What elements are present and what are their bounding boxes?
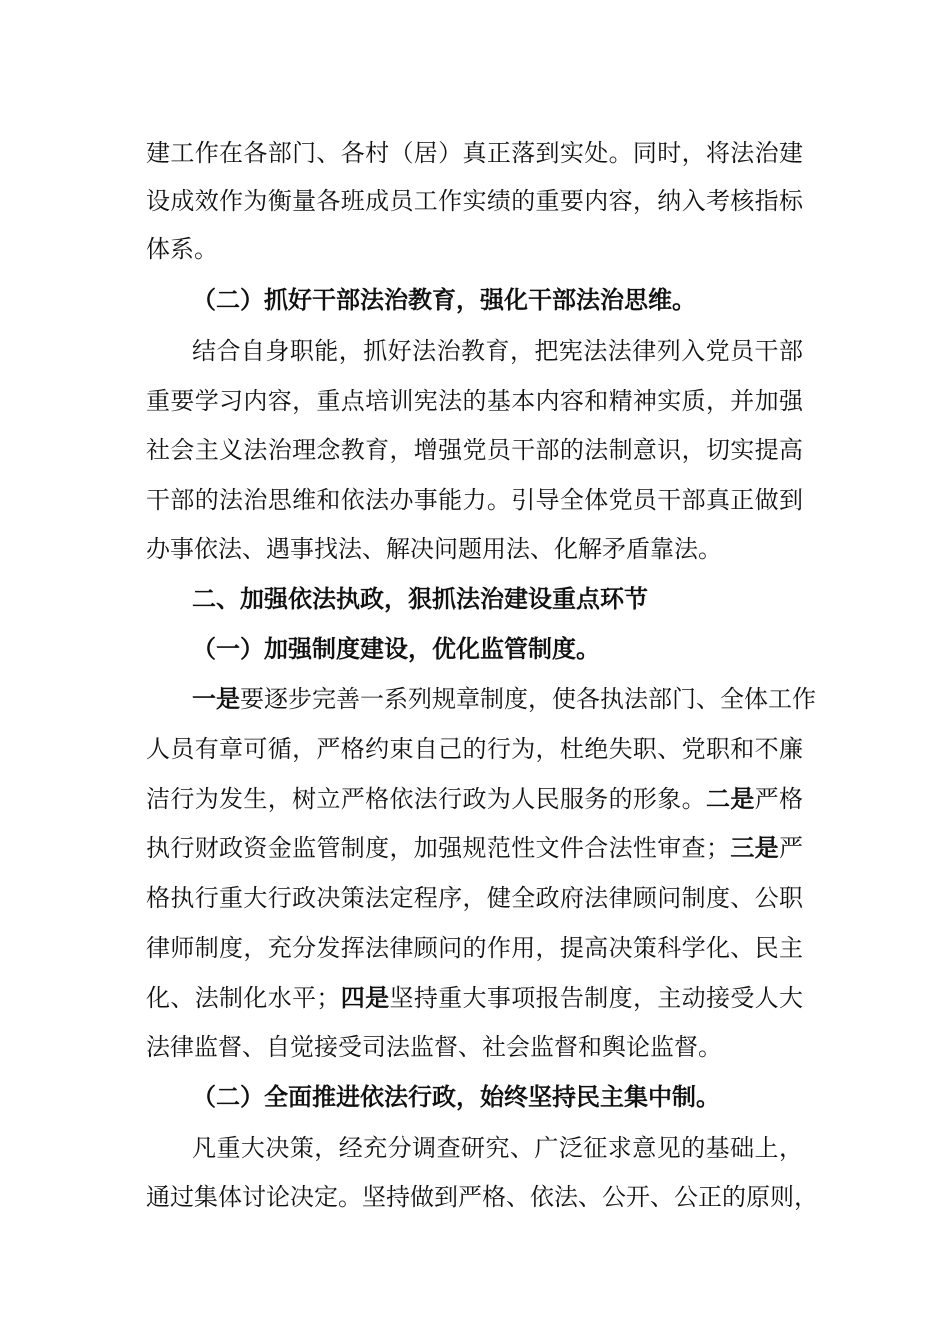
paragraph-line: 结合自身职能，抓好法治教育，把宪法法律列入党员干部 [192,337,803,365]
paragraph-line: 体系。 [146,235,218,263]
paragraph-line: 社会主义法治理念教育，增强党员干部的法制意识，切实提高 [146,436,803,464]
section-heading: （一）加强制度建设，优化监管制度。 [192,635,600,663]
paragraph-line: 一是要逐步完善一系列规章制度，使各执法部门、全体工作 [192,685,816,713]
enumeration-label: 三是 [729,834,780,862]
paragraph-line: 法律监督、自觉接受司法监督、社会监督和舆论监督。 [146,1033,722,1061]
paragraph-line: 人员有章可循，严格约束自己的行为，杜绝失职、党职和不廉 [146,735,803,763]
paragraph-line: 重要学习内容，重点培训宪法的基本内容和精神实质，并加强 [146,387,803,415]
enumeration-label: 二是 [705,785,755,813]
paragraph-line: 通过集体讨论决定。坚持做到严格、依法、公开、公正的原则， [146,1183,818,1211]
paragraph-line: 凡重大决策，经充分调查研究、广泛征求意见的基础上， [192,1134,803,1162]
paragraph-line: 设成效作为衡量各班成员工作实绩的重要内容，纳入考核指标 [146,187,803,215]
paragraph-line: 执行财政资金监管制度，加强规范性文件合法性审查；三是严 [146,834,804,862]
section-heading: （二）全面推进依法行政，始终坚持民主集中制。 [192,1083,720,1111]
paragraph-line: 建工作在各部门、各村（居）真正落到实处。同时，将法治建 [146,139,803,167]
enumeration-label: 四是 [340,984,390,1012]
paragraph-line: 办事依法、遇事找法、解决问题用法、化解矛盾靠法。 [146,535,722,563]
chapter-heading: 二、加强依法执政，狠抓法治建设重点环节 [192,585,648,613]
paragraph-line: 洁行为发生，树立严格依法行政为人民服务的形象。二是严格 [146,785,804,813]
paragraph-line: 律师制度，充分发挥法律顾问的作用，提高决策科学化、民主 [146,934,803,962]
paragraph-line: 化、法制化水平；四是坚持重大事项报告制度，主动接受人大 [146,984,804,1012]
paragraph-line: 格执行重大行政决策法定程序，健全政府法律顾问制度、公职 [146,884,803,912]
enumeration-label: 一是 [192,685,240,713]
paragraph-line: 干部的法治思维和依法办事能力。引导全体党员干部真正做到 [146,486,803,514]
section-heading: （二）抓好干部法治教育，强化干部法治思维。 [192,286,696,314]
